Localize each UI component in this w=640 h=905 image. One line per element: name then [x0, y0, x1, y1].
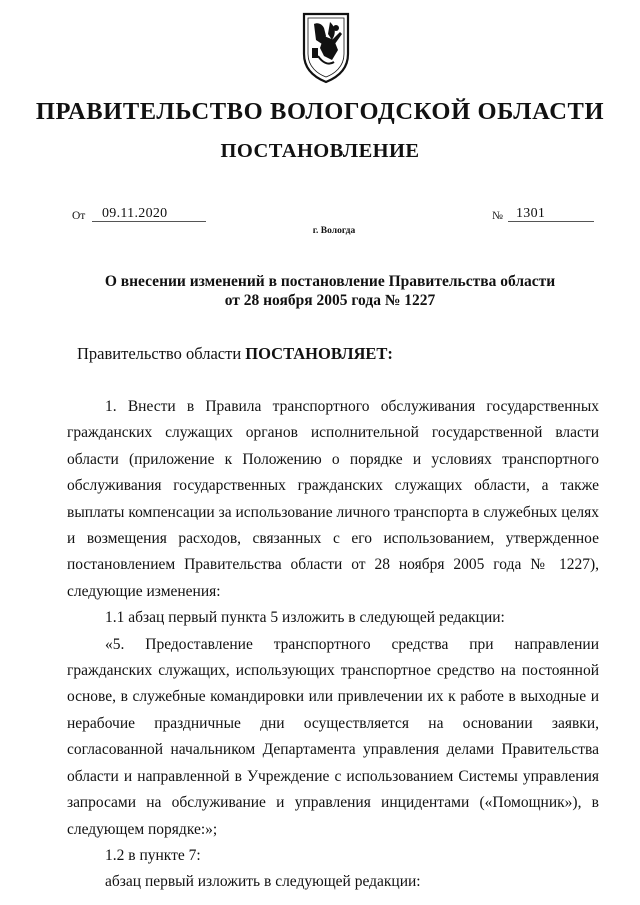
paragraph-1: 1. Внести в Правила транспортного обслуживания государственных гражданских служащих органов исполнительной государственной власти области (приложение к Положению о порядке и условиях транспортного обслуживания государственных гражданских служащих области, а также выплаты компенсации за использование личного транспорта в служебных целях и возмещения расходов, связанных с его использованием, утвержденное постановлением Правительства области от 28 ноября 2005 года № 1227), следующие изменения: [67, 398, 599, 600]
government-title: ПРАВИТЕЛЬСТВО ВОЛОГОДСКОЙ ОБЛАСТИ [35, 98, 605, 125]
document-body [67, 394, 599, 896]
document-type-title: ПОСТАНОВЛЕНИЕ [220, 140, 420, 162]
document-subject [90, 272, 570, 310]
paragraph-1-2: 1.2 в пункте 7: [105, 846, 201, 864]
document-date: 09.11.2020 [92, 206, 206, 222]
paragraph-abzac: абзац первый изложить в следующей редакции: [105, 873, 421, 891]
city-name: г. Вологда [312, 226, 356, 236]
date-label: От [72, 210, 86, 222]
paragraph-quote-5: «5. Предоставление транспортного средства при направлении гражданских служащих, использующих транспортное средство на постоянной основе, в служебные командировки или привлечении их к работе в выходные и нерабочие праздничные дни осуществляется на основании заявки, согласованной начальником Департамента управления делами Правительства области и направленной в Учреждение с использованием Системы управления запросами на обслуживание и управления инцидентами («Помощник»), в следующем порядке:»; [67, 635, 599, 838]
resolution-prefix: Правительство области [77, 344, 246, 363]
resolution-keyword: ПОСТАНОВЛЯЕТ: [245, 344, 393, 363]
coat-of-arms-emblem [300, 10, 352, 84]
paragraph-1-1: 1.1 абзац первый пункта 5 изложить в следующей редакции: [105, 609, 505, 627]
subject-line-1: О внесении изменений в постановление Правительства области [104, 273, 556, 290]
document-number: 1301 [508, 206, 594, 222]
resolution-statement [77, 344, 393, 364]
subject-line-2: от 28 ноября 2005 года № 1227 [224, 292, 436, 309]
number-label: № [492, 210, 503, 222]
